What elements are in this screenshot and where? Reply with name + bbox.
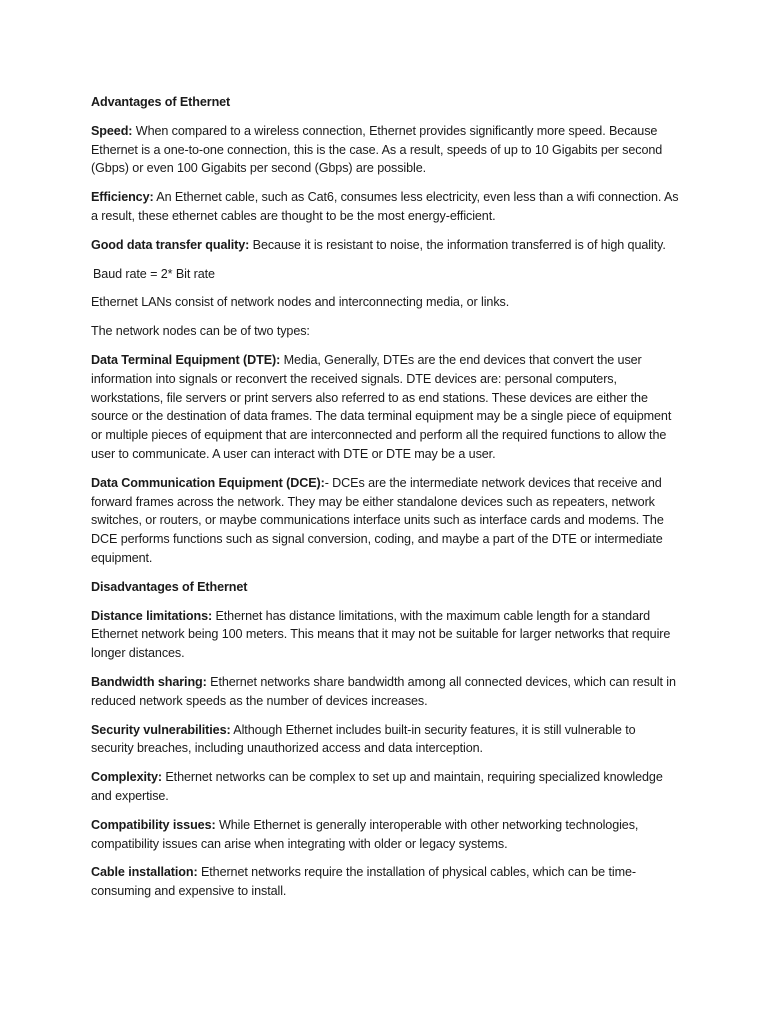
- advantage-term: Good data transfer quality:: [91, 237, 250, 252]
- disadvantage-term: Bandwidth sharing:: [91, 674, 207, 689]
- document-page: [91, 93, 681, 911]
- disadvantage-term: Compatibility issues:: [91, 817, 216, 832]
- baud-rate-formula: Baud rate = 2* Bit rate: [93, 266, 215, 281]
- disadvantage-term: Cable installation:: [91, 865, 198, 880]
- disadvantage-distance: [91, 607, 681, 663]
- disadvantage-security: [91, 721, 681, 759]
- node-type-dce: [91, 474, 681, 568]
- disadvantage-bandwidth: [91, 673, 681, 711]
- disadvantage-text: Ethernet networks require the installation of physical cables, which can be time-consuming and expensive to install.: [91, 865, 636, 899]
- disadvantage-text: Ethernet has distance limitations, with the maximum cable length for a standard Ethernet network being 100 meters. This means that it may not be suitable for larger networks that require longer distances.: [91, 608, 671, 661]
- lan-intro: Ethernet LANs consist of network nodes and interconnecting media, or links.: [91, 295, 510, 310]
- advantage-text: Because it is resistant to noise, the information transferred is of high quality.: [249, 237, 666, 252]
- disadvantage-text: While Ethernet is generally interoperable with other networking technologies, compatibility issues can arise when integrating with older or legacy systems.: [91, 817, 639, 851]
- advantage-efficiency: [91, 188, 681, 226]
- node-types-intro: The network nodes can be of two types:: [91, 324, 310, 339]
- node-type-term: Data Communication Equipment (DCE):: [91, 475, 325, 490]
- node-type-term: Data Terminal Equipment (DTE):: [91, 352, 281, 367]
- advantage-text: When compared to a wireless connection, Ethernet provides significantly more speed. Because Ethernet is a one-to-one connection, this is the case. As a result, speeds of up to 10 Gigabits per second (Gbps) or even 100 Gigabits per second (Gbps) are possible.: [91, 123, 663, 176]
- disadvantage-term: Distance limitations:: [91, 608, 213, 623]
- disadvantage-term: Complexity:: [91, 770, 162, 785]
- advantage-speed: [91, 122, 681, 178]
- disadvantages-heading: Disadvantages of Ethernet: [91, 579, 248, 594]
- disadvantage-text: Ethernet networks share bandwidth among all connected devices, which can result in reduced network speeds as the number of devices increases.: [91, 674, 676, 708]
- disadvantage-text: Although Ethernet includes built-in security features, it is still vulnerable to security breaches, including unauthorized access and data interception.: [91, 722, 636, 756]
- disadvantage-complexity: [91, 768, 681, 806]
- advantages-heading: Advantages of Ethernet: [91, 95, 231, 109]
- advantage-data-quality: [91, 236, 681, 255]
- node-type-text: - DCEs are the intermediate network devices that receive and forward frames across the network. They may be either standalone devices such as repeaters, network switches, or routers, or maybe communications interface units such as interface cards and modems. The DCE performs functions such as signal conversion, coding, and maybe a part of the DTE or intermediate equipment.: [91, 475, 664, 565]
- advantage-term: Speed:: [91, 123, 133, 138]
- disadvantage-compatibility: [91, 816, 681, 854]
- advantage-text: An Ethernet cable, such as Cat6, consumes less electricity, even less than a wifi connection. As a result, these ethernet cables are thought to be the most energy-efficient.: [91, 190, 679, 223]
- advantage-term: Efficiency:: [91, 190, 154, 205]
- node-type-text: Media, Generally, DTEs are the end devices that convert the user information into signals or reconvert the received signals. DTE devices are: personal computers, workstations, file servers or print servers also referred to as end stations. These devices are either the source or the destination of data frames. The data terminal equipment may be a single piece of equipment or multiple pieces of equipment that are interconnected and perform all the required functions to allow the user to communicate. A user can interact with DTE or DTE may be a user.: [91, 352, 672, 461]
- disadvantage-term: Security vulnerabilities:: [91, 722, 231, 737]
- disadvantage-text: Ethernet networks can be complex to set up and maintain, requiring specialized knowledge and expertise.: [91, 770, 663, 803]
- disadvantage-cable-installation: [91, 863, 681, 901]
- node-type-dte: [91, 351, 681, 464]
